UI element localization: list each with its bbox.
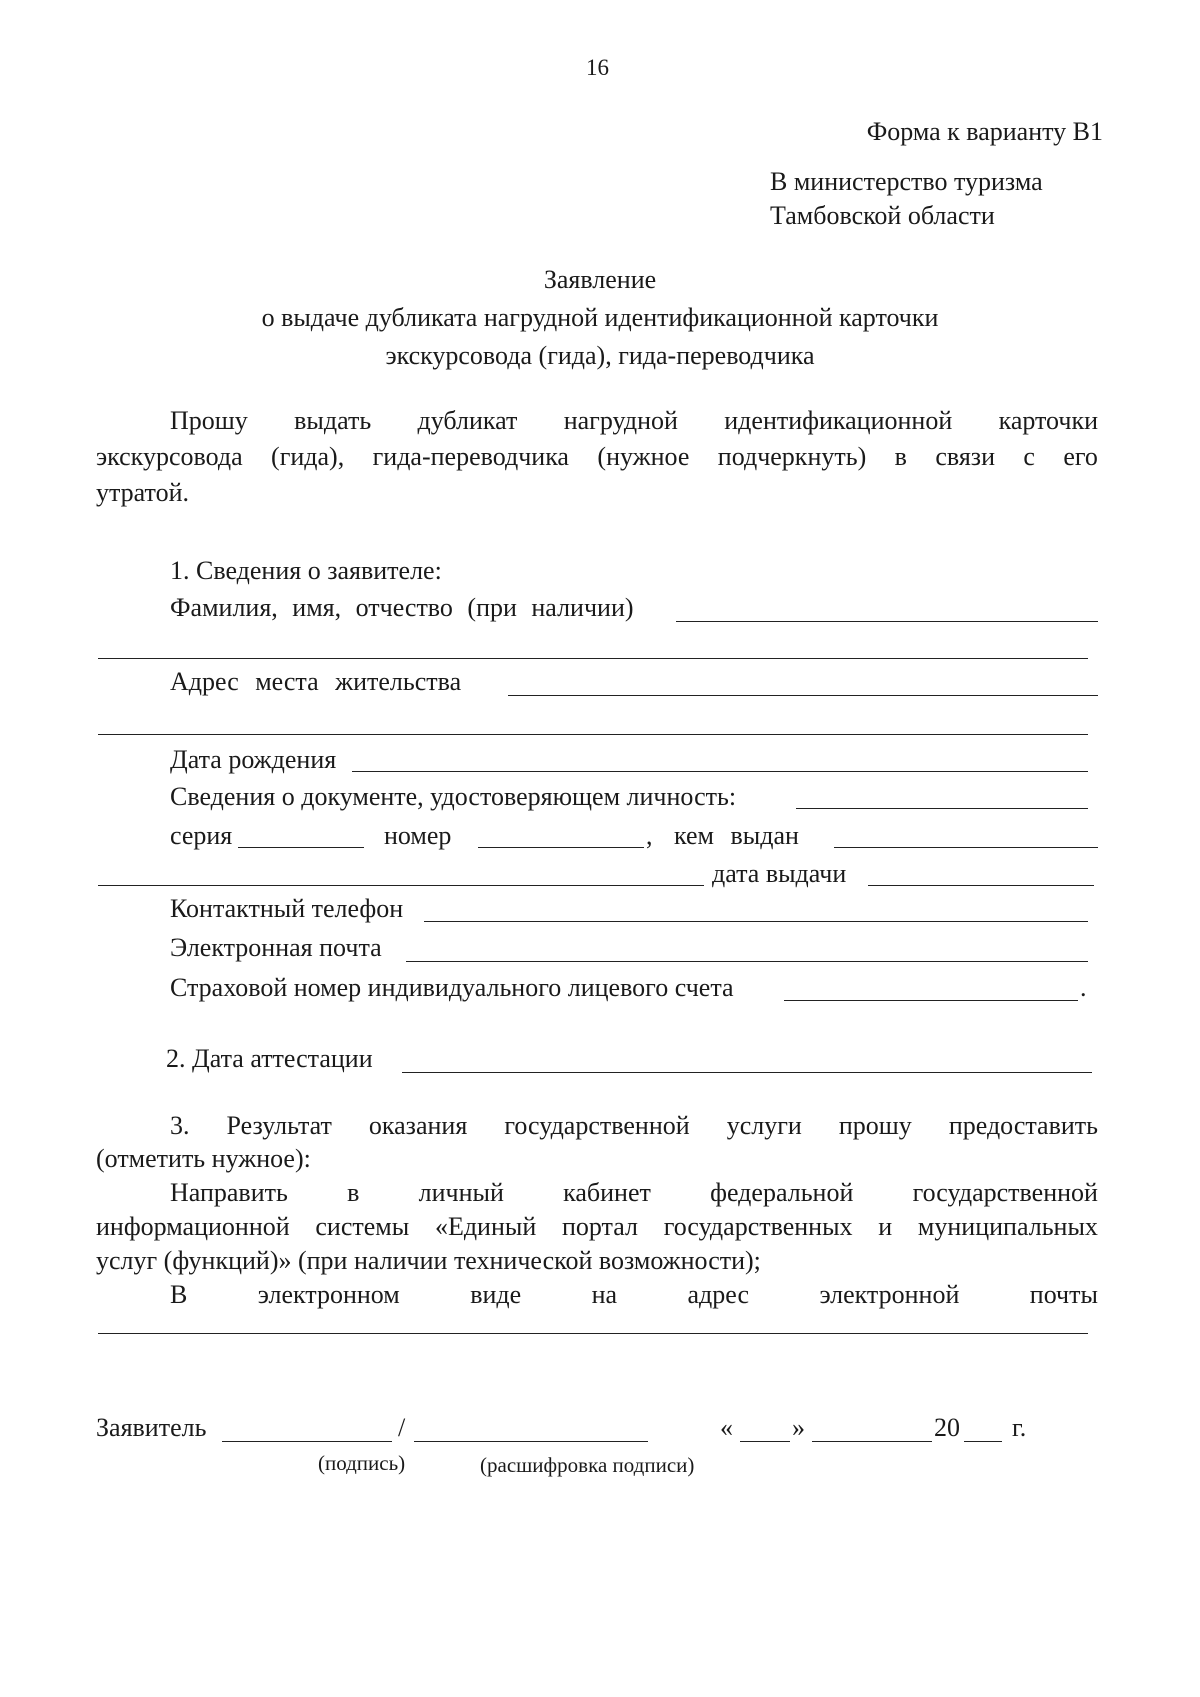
intro-line-2 [96,441,1098,474]
email-label: Электронная почта [170,933,382,962]
word: связи [935,442,995,471]
issued-by-field-continued[interactable] [98,885,704,886]
word: электронной [819,1280,960,1309]
word: адрес [687,1280,749,1309]
word: нагрудной [563,406,678,435]
word: федеральной [710,1178,854,1207]
word: «Единый [434,1212,537,1241]
applicant-label: Заявитель [96,1413,207,1442]
year-field[interactable] [964,1441,1002,1442]
year-prefix: 20 [934,1413,960,1442]
word: В [170,1280,188,1309]
word: Направить [170,1178,288,1207]
word: прошу [838,1111,912,1140]
number-label: номер [384,821,452,850]
word: карточки [998,406,1098,435]
number-field[interactable] [478,847,644,848]
word: государственной [912,1178,1098,1207]
word: дубликат [417,406,518,435]
email-address-field[interactable] [98,1333,1088,1334]
snils-field[interactable] [784,1000,1078,1001]
addressee-line-2: Тамбовской области [770,201,995,230]
word: почты [1029,1280,1098,1309]
title-line-2: о выдаче дубликата нагрудной идентификационной карточки [261,303,939,332]
signature-slash: / [398,1413,406,1442]
month-field[interactable] [812,1441,932,1442]
full-name-label: Фамилия, имя, отчество (при наличии) [170,593,634,622]
word: с [1023,442,1035,471]
word: личный [418,1178,504,1207]
id-document-field[interactable] [796,808,1088,809]
word: предоставить [948,1111,1098,1140]
issue-date-label: дата выдачи [712,859,847,888]
series-field[interactable] [238,847,364,848]
word: в [894,442,907,471]
series-label: серия [170,821,233,850]
attestation-date-label: 2. Дата аттестации [166,1044,373,1073]
word: Результат [226,1111,332,1140]
address-label: Адрес места жительства [170,667,462,696]
word: гида-переводчика [372,442,569,471]
word: Прошу [170,406,248,435]
birth-date-field[interactable] [352,771,1088,772]
option-2-line-1 [170,1279,1098,1312]
word: на [591,1280,618,1309]
address-field[interactable] [508,695,1098,696]
word: портал [561,1212,638,1241]
id-document-label: Сведения о документе, удостоверяющем личность: [170,782,737,811]
form-reference: Форма к варианту В1 [866,117,1103,146]
word: государственных [663,1212,853,1241]
issue-date-field[interactable] [868,885,1094,886]
option-1-line-1 [170,1177,1098,1210]
title-line-3: экскурсовода (гида), гида-переводчика [385,341,815,370]
email-field[interactable] [406,961,1088,962]
word: (нужное [597,442,690,471]
year-suffix: г. [1012,1413,1027,1442]
phone-label: Контактный телефон [170,894,404,923]
intro-line-1 [170,405,1098,438]
word: государственной [504,1111,690,1140]
page-number: 16 [586,55,609,80]
comma: , [646,821,653,850]
addressee-line-1: В министерство туризма [770,167,1043,196]
section-1-heading: 1. Сведения о заявителе: [170,556,442,585]
section-3-line-1 [170,1110,1098,1143]
birth-date-label: Дата рождения [170,745,337,774]
day-field[interactable] [740,1441,790,1442]
word: муниципальных [917,1212,1098,1241]
issued-by-label: кем выдан [674,821,799,850]
word: информационной [96,1212,290,1241]
signature-decode-caption: (расшифровка подписи) [480,1453,695,1477]
option-1-line-3: услуг (функций)» (при наличии технической возможности); [96,1246,761,1275]
word: и [878,1212,893,1241]
title-line-1: Заявление [543,265,657,294]
word: его [1063,442,1098,471]
full-name-field[interactable] [676,621,1098,622]
word: в [347,1178,360,1207]
word: 3. [170,1111,190,1140]
word: кабинет [563,1178,651,1207]
word: виде [470,1280,522,1309]
section-3-line-2: (отметить нужное): [96,1144,311,1173]
address-field-continued[interactable] [98,734,1088,735]
word: электронном [257,1280,400,1309]
word: услуги [726,1111,802,1140]
word: идентификационной [724,406,953,435]
word: подчеркнуть) [717,442,867,471]
issued-by-field[interactable] [834,847,1098,848]
signature-field[interactable] [222,1441,392,1442]
full-name-field-continued[interactable] [98,658,1088,659]
snils-end-dot: . [1080,973,1087,1002]
phone-field[interactable] [424,921,1088,922]
word: оказания [368,1111,468,1140]
attestation-date-field[interactable] [402,1072,1092,1073]
word: экскурсовода [96,442,243,471]
word: системы [315,1212,410,1241]
signature-caption: (подпись) [318,1451,406,1475]
signature-decode-field[interactable] [414,1441,648,1442]
intro-line-3: утратой. [96,478,189,507]
word: выдать [294,406,372,435]
option-1-line-2 [96,1211,1098,1244]
snils-label: Страховой номер индивидуального лицевого счета [170,973,734,1002]
word: (гида), [271,442,345,471]
quote-close: » [792,1413,805,1442]
quote-open: « [720,1413,733,1442]
